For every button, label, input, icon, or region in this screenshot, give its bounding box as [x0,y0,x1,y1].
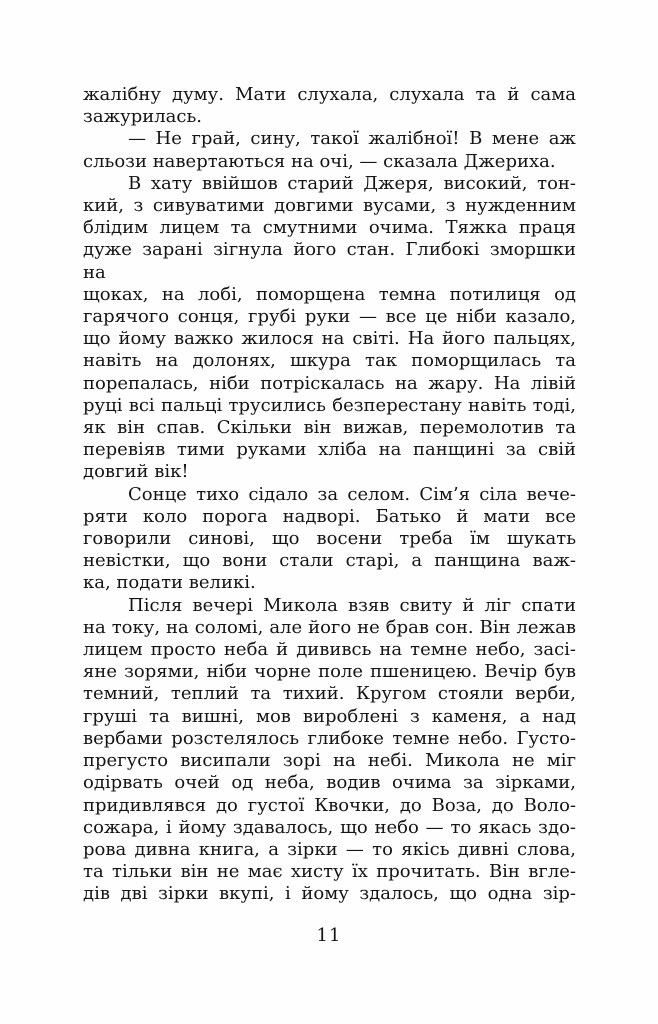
paragraph [83,84,576,128]
text-line: довгий вік! [83,461,189,483]
text-line: що йому важко жилося на світі. На його пальцях, [83,328,576,350]
page-number: 11 [316,925,342,946]
paragraph [83,128,576,172]
text-line: прегусто висипали зорі на небі. Микола не міг [83,750,576,772]
text-line: одірвать очей од неба, водив очима за зірками, [83,772,576,794]
paragraph [83,173,576,484]
page-text [83,84,576,906]
text-line: лицем просто неба й дививсь на темне небо, засі- [83,639,576,661]
text-line: вербами розстелялось глибоке темне небо. Густо- [83,727,576,749]
text-line: — Не грай, сину, такої жалібної! В мене аж [128,128,576,150]
text-line: придивлявся до густої Квочки, до Воза, до Воло- [83,794,576,816]
text-line: темний, теплий та тихий. Кругом стояли верби, [83,683,576,705]
text-line: ка, подати великі. [83,572,256,594]
text-line: рова дивна книга, а зірки — то якісь дивні слова, [83,838,576,860]
text-line: та тільки він не має хисту їх прочитать. Він вгле- [83,861,576,883]
text-line: невістки, що вони стали старі, а панщина важ- [83,550,576,572]
text-line: порепалась, ніби потріскалась на жару. На лівій [83,372,576,394]
text-line: ряти коло порога надворі. Батько й мати все [83,505,576,527]
text-line: щоках, на лобі, поморщена темна потилиця од [83,283,576,305]
text-line: жалібну думу. Мати слухала, слухала та й сама [83,84,576,105]
text-line: груші та вишні, мов вироблені з каменя, а над [83,705,576,727]
text-line: Після вечері Микола взяв свиту й ліг спати [128,594,576,616]
paragraph [83,595,576,906]
paragraph [83,484,576,595]
text-line: дів дві зірки вкупі, і йому здалось, що одна зір- [83,883,576,905]
text-line: на току, на соломі, але його не брав сон. Він лежав [83,616,576,638]
text-line: гарячого сонця, грубі руки — все це ніби казало, [83,306,576,328]
text-line: кий, з сивуватими довгими вусами, з нужденним [83,195,576,217]
text-line: навіть на долонях, шкура так поморщилась та [83,350,576,372]
text-line: яне зорями, ніби чорне поле пшеницею. Вечір був [83,661,576,683]
text-line: як він спав. Скільки він вижав, перемолотив та [83,417,576,439]
text-line: сльози навертаються на очі, — сказала Джериха. [83,150,556,172]
text-line: сожара, і йому здавалось, що небо — то якась здо- [83,816,576,838]
text-line: блідим лицем та смутними очима. Тяжка праця [83,217,576,239]
text-line: В хату ввійшов старий Джеря, високий, тон- [128,172,576,194]
text-line: дуже зарані зігнула його стан. Глибокі зморшки на [83,239,576,283]
text-line: зажурилась. [83,106,202,128]
text-line: перевіяв тими руками хліба на панщині за свій [83,439,576,461]
text-line: говорили синові, що восени треба їм шукать [83,528,576,550]
text-line: Сонце тихо сідало за селом. Сім’я сіла вече- [128,483,576,505]
text-line: руці всі пальці трусились безперестану навіть тоді, [83,394,576,416]
